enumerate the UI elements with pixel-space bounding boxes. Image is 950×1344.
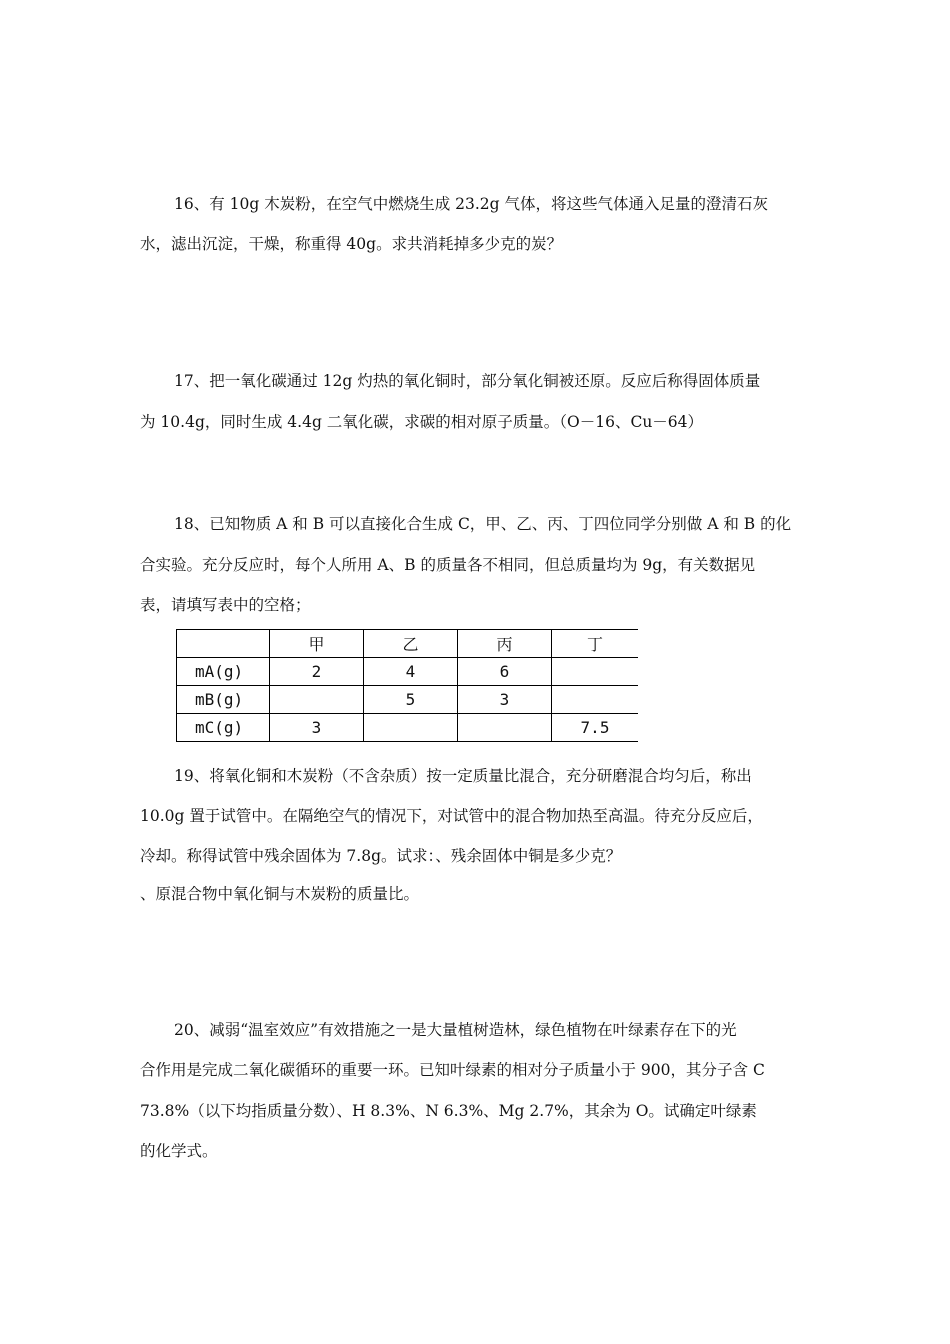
q16-line-2: 水，滤出沉淀，干燥，称重得 40g。求共消耗掉多少克的炭？ bbox=[140, 235, 563, 253]
table-cell: 7.5 bbox=[552, 714, 639, 742]
table-cell-blank[interactable] bbox=[364, 714, 458, 742]
q17-line-1: 17、把一氧化碳通过 12g 灼热的氧化铜时，部分氧化铜被还原。反应后称得固体质量 bbox=[174, 372, 761, 390]
table-cell-blank[interactable] bbox=[458, 714, 552, 742]
table-cell-blank[interactable] bbox=[552, 658, 639, 686]
q19-line-4: 、原混合物中氧化铜与木炭粉的质量比。 bbox=[140, 885, 420, 903]
table-header-row bbox=[177, 630, 639, 658]
q18-line-3: 表，请填写表中的空格； bbox=[140, 596, 311, 614]
table-cell: 3 bbox=[270, 714, 364, 742]
q20-line-4: 的化学式。 bbox=[140, 1142, 218, 1160]
mass-data-table bbox=[176, 629, 638, 742]
q19-line-2: 10.0g 置于试管中。在隔绝空气的情况下，对试管中的混合物加热至高温。待充分反应后， bbox=[140, 807, 763, 825]
q18-line-2: 合实验。充分反应时，每个人所用 A、B 的质量各不相同，但总质量均为 9g，有关数据见 bbox=[140, 556, 756, 574]
table-cell: 2 bbox=[270, 658, 364, 686]
table-row-label: mA(g) bbox=[177, 658, 270, 686]
q20-line-2: 合作用是完成二氧化碳循环的重要一环。已知叶绿素的相对分子质量小于 900，其分子含 C bbox=[140, 1061, 765, 1079]
table-row-mb bbox=[177, 686, 639, 714]
table-header-bing: 丙 bbox=[458, 630, 552, 658]
table-header-corner bbox=[177, 630, 270, 658]
table-row-ma bbox=[177, 658, 639, 686]
q19-line-1: 19、将氧化铜和木炭粉（不含杂质）按一定质量比混合，充分研磨混合均匀后，称出 bbox=[174, 767, 752, 785]
q20-line-1: 20、减弱“温室效应”有效措施之一是大量植树造林，绿色植物在叶绿素存在下的光 bbox=[174, 1021, 737, 1039]
table-header-jia: 甲 bbox=[270, 630, 364, 658]
table-cell-blank[interactable] bbox=[270, 686, 364, 714]
q20-line-3: 73.8%（以下均指质量分数）、H 8.3%、N 6.3%、Mg 2.7%，其余为 O。试确定叶绿素 bbox=[140, 1102, 757, 1120]
table-cell: 3 bbox=[458, 686, 552, 714]
q19-line-3: 冷却。称得试管中残余固体为 7.8g。试求：、残余固体中铜是多少克？ bbox=[140, 847, 622, 865]
table-row-label: mC(g) bbox=[177, 714, 270, 742]
table-cell: 5 bbox=[364, 686, 458, 714]
q18-line-1: 18、已知物质 A 和 B 可以直接化合生成 C，甲、乙、丙、丁四位同学分别做 A 和 B 的化 bbox=[174, 515, 792, 533]
table-cell: 6 bbox=[458, 658, 552, 686]
table-cell: 4 bbox=[364, 658, 458, 686]
q16-line-1: 16、有 10g 木炭粉，在空气中燃烧生成 23.2g 气体，将这些气体通入足量的澄清石灰 bbox=[174, 195, 769, 213]
table-row-label: mB(g) bbox=[177, 686, 270, 714]
table-row-mc bbox=[177, 714, 639, 742]
q17-line-2: 为 10.4g，同时生成 4.4g 二氧化碳，求碳的相对原子质量。（O－16、Cu－64） bbox=[140, 413, 704, 431]
table-cell-blank[interactable] bbox=[552, 686, 639, 714]
table-header-ding: 丁 bbox=[552, 630, 639, 658]
table-header-yi: 乙 bbox=[364, 630, 458, 658]
